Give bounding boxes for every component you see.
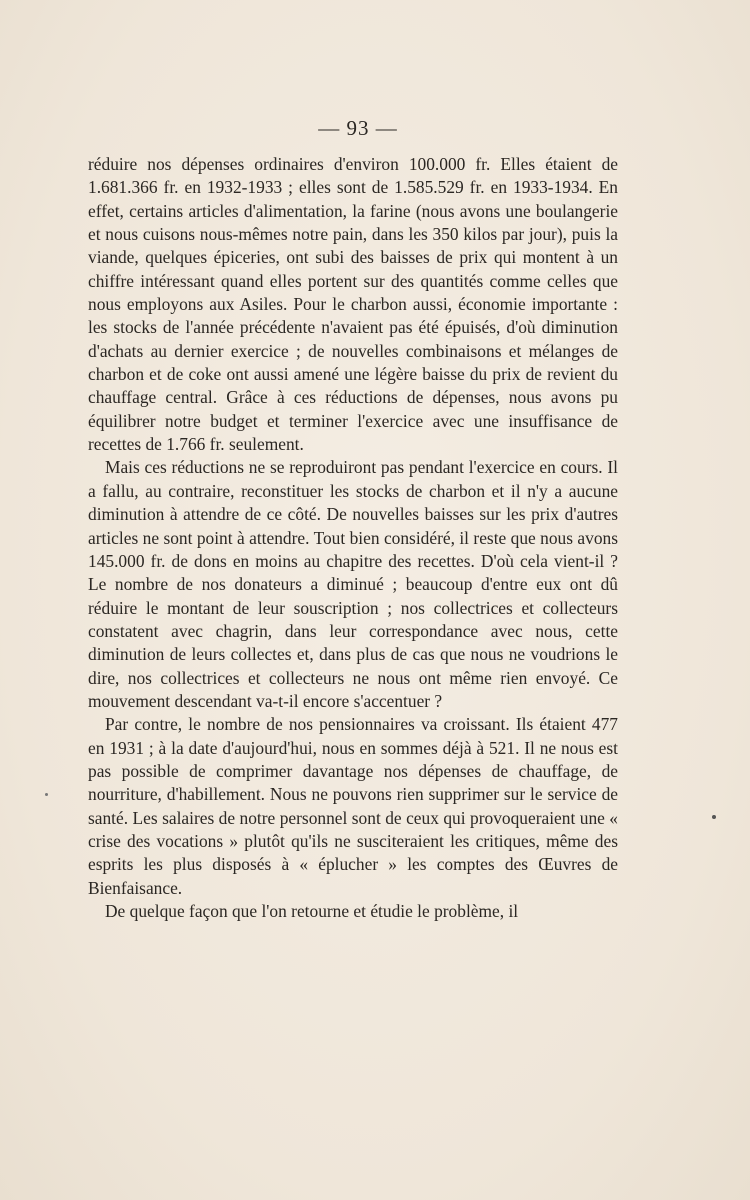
paragraph-3: Par contre, le nombre de nos pensionnaires va croissant. Ils étaient 477 en 1931 ; à la date d'aujourd'hui, nous en sommes déjà à 521. Il ne nous est pas possible de comprimer davantage nos dépenses de chauffage, de nourriture, d'habillement. Nous ne pouvons rien supprimer sur le service de santé. Les salaires de notre personnel sont de ceux qui provoqueraient une « crise des vocations » plutôt qu'ils ne susciteraient les critiques, même des esprits les plus disposés à « éplucher » les comptes des Œuvres de Bienfaisance. [88, 714, 618, 898]
paper-speck [712, 815, 716, 819]
paragraph-4: De quelque façon que l'on retourne et étudie le problème, il [105, 901, 519, 921]
paper-speck [45, 793, 48, 796]
page-number: — 93 — [318, 116, 398, 140]
paragraph-1: réduire nos dépenses ordinaires d'environ 100.000 fr. Elles étaient de 1.681.366 fr. en 1932-1933 ; elles sont de 1.585.529 fr. en 1933-1934. En effet, certains articles d'alimentation, la farine (nous avons une boulangerie et nous cuisons nous-mêmes notre pain, dans les 350 kilos par jour), puis la viande, quelques épiceries, ont subi des baisses de prix qui montent à un chiffre intéressant quand elles portent sur des quantités comme celles que nous employons aux Asiles. Pour le charbon aussi, économie importante : les stocks de l'année précédente n'avaient pas été épuisés, d'où diminution d'achats au dernier exercice ; de nouvelles combinaisons et mélanges de charbon et de coke ont aussi amené une légère baisse du prix de revient du chauffage central. Grâce à ces réductions de dépenses, nous avons pu équilibrer notre budget et terminer l'exercice avec une insuffisance de recettes de 1.766 fr. seulement. [88, 154, 618, 455]
paragraph-2: Mais ces réductions ne se reproduiront pas pendant l'exercice en cours. Il a fallu, au contraire, reconstituer les stocks de charbon et il n'y a aucune diminution à attendre de ce côté. De nouvelles baisses sur les prix d'autres articles ne sont point à attendre. Tout bien considéré, il reste que nous avons 145.000 fr. de dons en moins au chapitre des recettes. D'où cela vient-il ? Le nombre de nos donateurs a diminué ; beaucoup d'entre eux ont dû réduire le montant de leur souscription ; nos collectrices et collecteurs constatent avec chagrin, dans leur correspondance avec nous, cette diminution de leurs collectes et, dans plus de cas que nous ne voudrions le dire, nos collectrices et collecteurs ne nous ont même rien envoyé. Ce mouvement descendant va-t-il encore s'accentuer ? [88, 457, 618, 711]
body-text [88, 153, 618, 923]
